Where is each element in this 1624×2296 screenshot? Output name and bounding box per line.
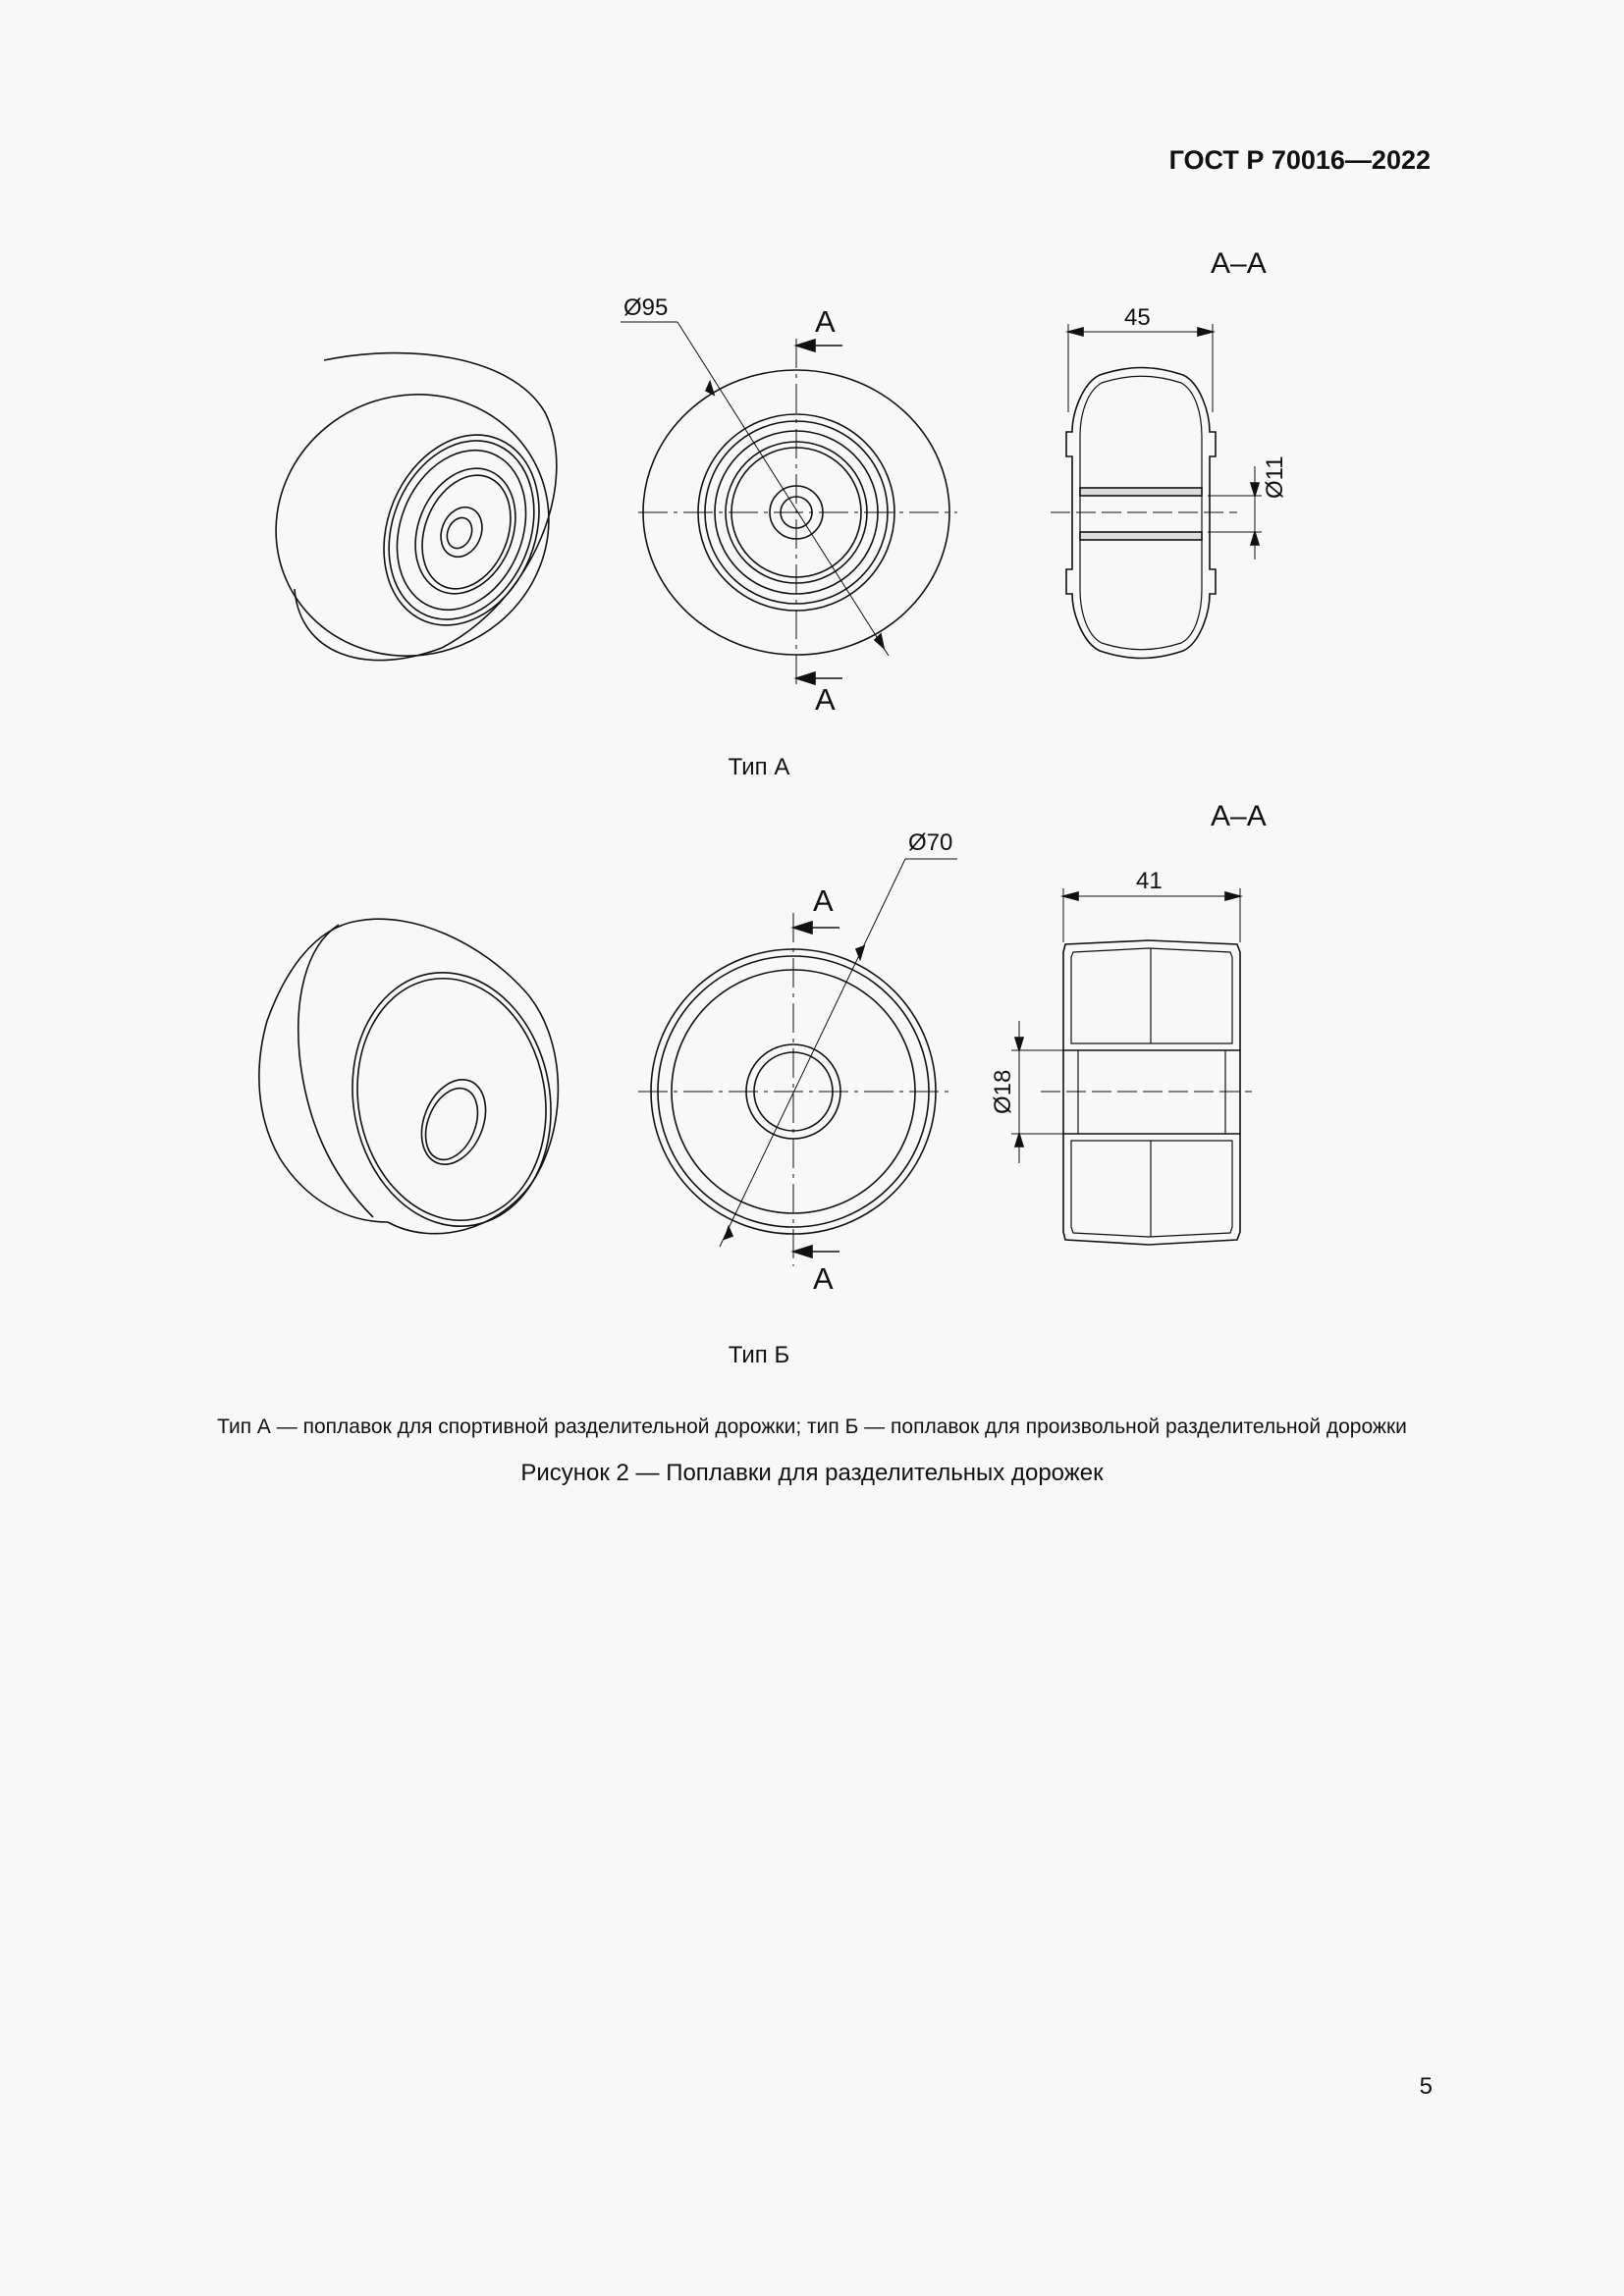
type-a-diameter-dimension: Ø95 (623, 294, 669, 321)
type-b-front-view (638, 859, 957, 1266)
document-standard-header: ГОСТ Р 70016—2022 (1168, 145, 1431, 175)
type-b-width-dimension: 41 (1136, 868, 1163, 894)
type-b-hole-dimension: Ø18 (990, 1069, 1016, 1114)
type-a-cut-letter-top: А (815, 304, 836, 339)
figure-caption: Рисунок 2 — Поплавки для разделительных дорожек (520, 1460, 1104, 1486)
type-a-isometric-view (237, 353, 589, 697)
type-a-label: Тип А (728, 754, 790, 780)
type-b-diameter-dimension: Ø70 (908, 829, 953, 856)
type-b-cut-letter-bottom: А (813, 1261, 834, 1296)
figure-type-b-drawing (0, 825, 1624, 1335)
figure-type-a-drawing (0, 236, 1624, 766)
type-b-label: Тип Б (728, 1342, 790, 1368)
type-a-hole-dimension: Ø11 (1262, 455, 1288, 499)
type-b-isometric-view (259, 919, 570, 1242)
type-a-cut-letter-bottom: А (815, 682, 836, 717)
type-b-section-title: А–А (1211, 800, 1267, 832)
type-b-cut-letter-top: А (813, 883, 834, 918)
type-a-section-title: А–А (1211, 247, 1267, 280)
type-b-section-view (1011, 888, 1252, 1245)
figure-note: Тип А — поплавок для спортивной разделительной дорожки; тип Б — поплавок для произвольной разделительной дорожки (217, 1415, 1407, 1438)
type-a-section-view (1051, 324, 1262, 659)
page-number: 5 (1419, 2073, 1433, 2100)
type-a-front-view (621, 322, 957, 687)
type-a-width-dimension: 45 (1124, 304, 1151, 331)
